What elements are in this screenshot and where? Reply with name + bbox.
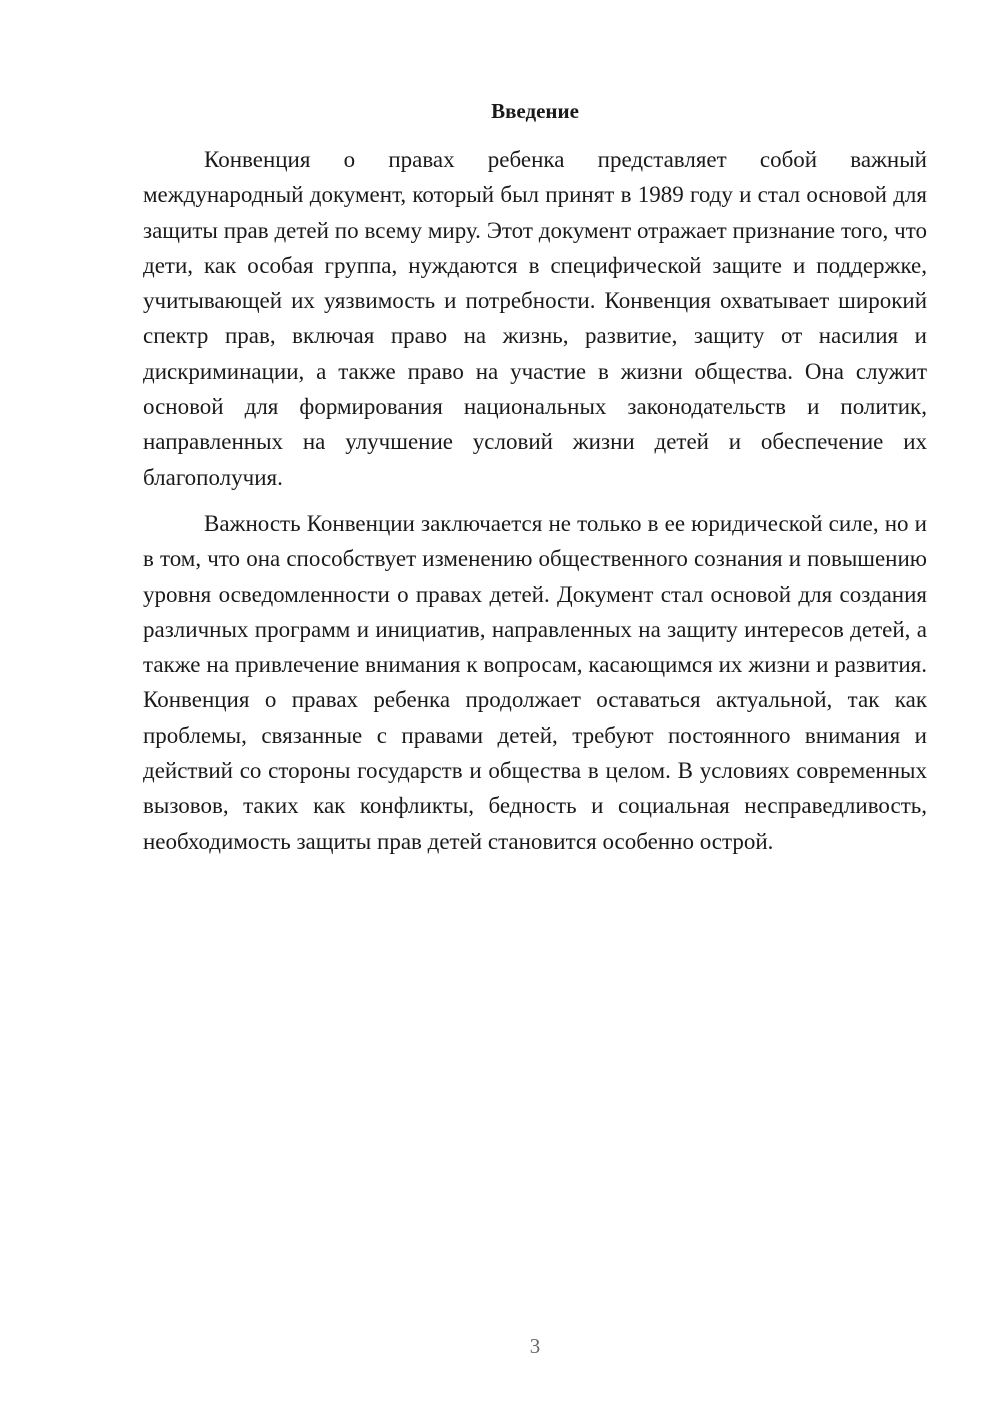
document-body [143,142,927,859]
paragraph-2: Важность Конвенции заключается не только в ее юридической силе, но и в том, что она способствует изменению общественного сознания и повышению уровня осведомленности о правах детей. Документ стал основой для создания различных программ и инициатив, направленных на защиту интересов детей, а также на привлечение внимания к вопросам, касающимся их жизни и развития. Конвенция о правах ребенка продолжает оставаться актуальной, так как проблемы, связанные с правами детей, требуют постоянного внимания и действий со стороны государств и общества в целом. В условиях современных вызовов, таких как конфликты, бедность и социальная несправедливость, необходимость защиты прав детей становится особенно острой. [143,510,927,854]
page-number: 3 [529,1334,541,1358]
paragraph-1: Конвенция о правах ребенка представляет собой важный международный документ, который был принят в 1989 году и стал основой для защиты прав детей по всему миру. Этот документ отражает признание того, что дети, как особая группа, нуждаются в специфической защите и поддержке, учитывающей их уязвимость и потребности. Конвенция охватывает широкий спектр прав, включая право на жизнь, развитие, защиту от насилия и дискриминации, а также право на участие в жизни общества. Она служит основой для формирования национальных законодательств и политик, направленных на улучшение условий жизни детей и обеспечение их благополучия. [143,147,927,490]
page-title: Введение [491,99,579,123]
